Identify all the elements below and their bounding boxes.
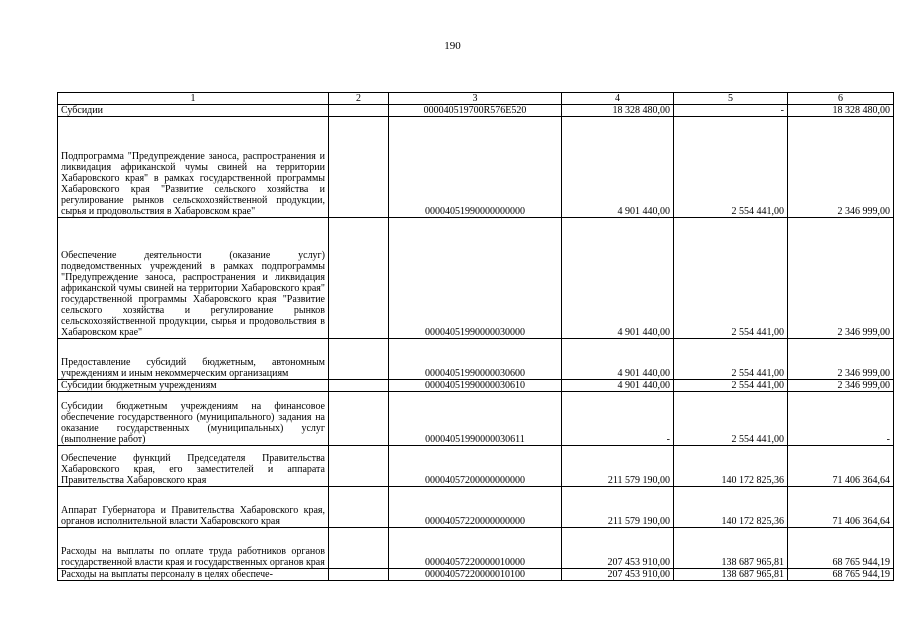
table-row [58, 569, 894, 581]
row-value-6: - [788, 392, 894, 446]
row-description: Обеспечение функций Председателя Правительства Хабаровского края, его заместителей и аппарата Правительства Хабаровского края [58, 446, 329, 487]
row-code: 00004057220000010100 [389, 569, 562, 581]
column-header: 3 [389, 93, 562, 105]
row-value-4: 207 453 910,00 [562, 569, 674, 581]
table-row [58, 446, 894, 487]
row-description: Расходы на выплаты персоналу в целях обеспече- [58, 569, 329, 581]
row-column-2 [329, 487, 389, 528]
row-value-6: 2 346 999,00 [788, 117, 894, 218]
row-value-5: 138 687 965,81 [674, 569, 788, 581]
row-column-2 [329, 218, 389, 339]
row-code: 00004057220000000000 [389, 487, 562, 528]
row-description: Расходы на выплаты по оплате труда работников органов государственной власти края и государственных органов края [58, 528, 329, 569]
column-header: 1 [58, 93, 329, 105]
row-value-6: 71 406 364,64 [788, 446, 894, 487]
row-column-2 [329, 339, 389, 380]
row-column-2 [329, 446, 389, 487]
row-value-5: 2 554 441,00 [674, 117, 788, 218]
row-description: Субсидии бюджетным учреждениям на финансовое обеспечение государственного (муниципального) задания на оказание государственных (муниципальных) услуг (выполнение работ) [58, 392, 329, 446]
table-row [58, 487, 894, 528]
row-value-4: 207 453 910,00 [562, 528, 674, 569]
row-value-4: 4 901 440,00 [562, 117, 674, 218]
row-description: Субсидии [58, 105, 329, 117]
table-row [58, 117, 894, 218]
row-value-5: 2 554 441,00 [674, 380, 788, 392]
row-value-6: 2 346 999,00 [788, 339, 894, 380]
row-value-4: 18 328 480,00 [562, 105, 674, 117]
row-value-4: - [562, 392, 674, 446]
column-header: 4 [562, 93, 674, 105]
row-description: Аппарат Губернатора и Правительства Хабаровского края, органов исполнительной власти Хабаровского края [58, 487, 329, 528]
row-value-6: 2 346 999,00 [788, 218, 894, 339]
row-code: 00004051990000030610 [389, 380, 562, 392]
row-column-2 [329, 528, 389, 569]
column-header: 2 [329, 93, 389, 105]
row-value-4: 211 579 190,00 [562, 446, 674, 487]
row-value-5: 140 172 825,36 [674, 487, 788, 528]
row-column-2 [329, 380, 389, 392]
row-value-4: 4 901 440,00 [562, 380, 674, 392]
row-value-5: 140 172 825,36 [674, 446, 788, 487]
column-header: 5 [674, 93, 788, 105]
row-value-5: - [674, 105, 788, 117]
row-value-5: 2 554 441,00 [674, 339, 788, 380]
row-code: 00004051990000030600 [389, 339, 562, 380]
row-value-4: 211 579 190,00 [562, 487, 674, 528]
row-code: 000040519700R576E520 [389, 105, 562, 117]
row-value-6: 68 765 944,19 [788, 569, 894, 581]
row-value-5: 2 554 441,00 [674, 218, 788, 339]
row-value-6: 71 406 364,64 [788, 487, 894, 528]
table-row [58, 392, 894, 446]
row-code: 00004051990000030000 [389, 218, 562, 339]
row-description: Обеспечение деятельности (оказание услуг) подведомственных учреждений в рамках подпрограммы "Предупреждение заноса, распространения и ликвидация африканской чумы свиней на территории Хабаровского края" государственной программы Хабаровского края "Развитие сельского хозяйства и регулирование рынков сельскохозяйственной продукции, сырья и продовольствия в Хабаровском крае" [58, 218, 329, 339]
column-header: 6 [788, 93, 894, 105]
table-header-row [58, 93, 894, 105]
table-row [58, 105, 894, 117]
table-row [58, 380, 894, 392]
budget-table [57, 92, 894, 581]
page-number: 190 [444, 40, 461, 52]
row-column-2 [329, 569, 389, 581]
row-code: 00004051990000000000 [389, 117, 562, 218]
row-value-6: 2 346 999,00 [788, 380, 894, 392]
row-column-2 [329, 392, 389, 446]
row-value-6: 18 328 480,00 [788, 105, 894, 117]
table-row [58, 528, 894, 569]
row-value-6: 68 765 944,19 [788, 528, 894, 569]
table-row [58, 339, 894, 380]
row-column-2 [329, 117, 389, 218]
row-code: 00004057200000000000 [389, 446, 562, 487]
row-value-5: 138 687 965,81 [674, 528, 788, 569]
row-value-4: 4 901 440,00 [562, 218, 674, 339]
row-column-2 [329, 105, 389, 117]
row-description: Предоставление субсидий бюджетным, автономным учреждениям и иным некоммерческим организациям [58, 339, 329, 380]
row-description: Подпрограмма "Предупреждение заноса, распространения и ликвидация африканской чумы свиней на территории Хабаровского края" в рамках государственной программы Хабаровского края "Развитие сельского хозяйства и регулирование рынков сельскохозяйственной продукции, сырья и продовольствия в Хабаровском крае" [58, 117, 329, 218]
row-code: 00004051990000030611 [389, 392, 562, 446]
table-row [58, 218, 894, 339]
row-value-5: 2 554 441,00 [674, 392, 788, 446]
row-description: Субсидии бюджетным учреждениям [58, 380, 329, 392]
row-value-4: 4 901 440,00 [562, 339, 674, 380]
row-code: 00004057220000010000 [389, 528, 562, 569]
